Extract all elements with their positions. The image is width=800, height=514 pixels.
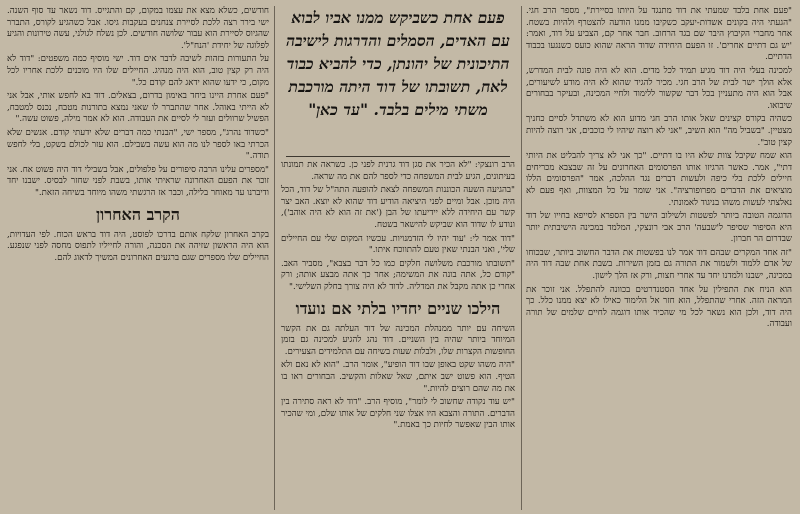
article-column-right [526,6,792,511]
paragraph: "פעם אחת בלבד שמעתי את דוד מתנגד על היותו בסיירת", מספר הרב חגי. "הגעתי היה בקונים אשדות-יעקב כשקיבו ממנו הודעה להצטרף ולהיות בשטח. אחר מחברי הקיבוץ היבר שם בגד הרחוב. חבר אחר קם, הצביע על דוד, ואמר: 'יש גם דתיים אחרים'. זו הפעם היחידה שדוד הראה שהוא כועס כשנגעו בכבוד הדתיים. [526,6,792,63]
paragraph: "היה משהו שקט באופן שבו דוד הופיע", אומר הרב. "הוא לא נאם ולא הטיף. הוא פשוט ישב איתם, שאל שאלות והקשיב. הבחורים ראו בו את מה שהם רוצים להיות." [281,360,515,394]
paragraph: "דוד אמר לי: 'עוד יהיו לי הזדמנויות. עכשיו המקום שלי עם החיילים שלי', ואני הבנתי שאין טעם להתווכח איתו." [281,233,515,256]
paragraph: על התעורות בזהות לשיבה לדבר אים דוד. ישי מוסיף כמה משפטים: "דוד לא היה רק קצין טוב, הוא היה מנהיג. החיילים שלו היו מוכנים ללכת אחריו לכל מקום, כי ידעו שהוא ידאג להם קודם כל." [7,54,269,88]
section-subheading: הילכו שניים יחדיו בלתי אם נועדו [295,298,501,318]
paragraph: "בהגיעה השעה הכוננות המשפחה לצאת להופעה התה"ל של דוד, הכל היה מוכן. אבל ומיים לפני היציאה הודיע דוד שהוא לא יוצא. האב יצר קשר עם היחידה ללא יידיעתו של הבן ('את זה הוא לא היה אוהב'), ונודע לו שדוד הוא שביקש להישאר בשטח. [281,185,515,230]
paragraph: "כשדוד נהרג", מספר ישי, "הבנתי כמה דברים שלא ידעתי קודם. אנשים שלא הכרתי באו לספר לנו מה הוא עשה בשבילם. הוא עזר לכולם בשקט, בלי לחפש תודה." [7,127,269,162]
paragraph: השיחה עם יותר ממנהלת המכינה של דוד העלתה גם את הקשר המיוחד ביותר שהיה בין השניים. דוד נהג להגיע למכינה גם בזמן החופשות הקצרות שלו, ולבלות שעות בשיחה עם התלמידים הצעירים. [281,323,515,357]
paragraph: "מספרים עלינו הרבה סיפורים על פלפולים, אבל בשבילי דוד היה פשוט אח. אני זוכר את הפעם האחרונה שראיתי אותו, בשבת לפני שחזר לבסיס. ישבנו יחד ודיברנו עד מאוחר בלילה, וכבר אז הרגשתי משהו מיוחד בשיחה הזאת." [7,164,269,198]
paragraph: הדוגמה הטובה ביותר לפשטות ולשילוב הישר בין הספרא לסייפא בחייו של דוד היא הסיפור שסיפר ל'שבעה' הרב אבי רונצקי, המלמד במכינה הישיבתית יותר שבדרום הר חברון. [526,211,792,245]
paragraph: "זה אחד המקרים שבהם דוד אמר לנו בפשטות את הדבר החשוב ביותר, שבכוחו של אדם ללמוד ולשמור את התורה גם בזמן השירות. בשבת אחת שבה דוד היה במכינה, ישבנו ולמדנו יחד עד אחרי חצות, ורק אז הלך לישון. [526,247,792,282]
paragraph: הוא שמח שקיבל צוות שלא היו בו דתיים. "כך אני לא צריך להבליט את היותי דתי", אמר. כאשר הרגיזו אותו הפרסומים האחרונים על זה שבצבא מכריחים חיילים ללכת בלי כיפה ולעשות דברים נגד ההלכה, אמר "הפרסומים הללו מוציאים את הדברים מפרופורציה". אני שומר על כל המצוות, ואף פעם לא נאלצתי לעשות משהו בניגוד לאמונתי. [526,151,792,208]
column-divider [274,6,275,510]
article-column-middle [281,160,515,510]
paragraph: "פעם אחרת היינו ביחד באימון בדרום, בצאלים. דוד בא לחפש אותי, אבל אני לא הייתי באוהל. אחר שהתברר לו שאני נמצא בתורנות מטבח, נכנס למטבח, הפשיל שרוולים ועזר לי לסיים את העבודה. הוא לא אמר מילה, פשוט עשה." [7,91,269,125]
pull-quote-rule [286,156,510,157]
paragraph: "תשובתו מורכבת משלושה חלקים כמו כל דבר בצבא", מסביר האב. "קודם כל, אתה בונה את המשימה; אחר כך אתה מבצע אותה; ורק אחרי כן אתה מקבל את המדליה. לדוד לא היה צורך בחלק השלישי." [281,258,515,292]
paragraph: "יש עוד נקודה שחשוב לי לומר", מוסיף הרב. "דוד לא ראה סתירה בין הדברים. התורה והצבא היו אצלו שני חלקים של אותו שלם, ומי שהכיר אותו הבין שאפשר לחיות כך באמת." [281,397,515,431]
paragraph: למכינה בעלי היה דוד מגיע תמיד לכל מדים. הוא לא היה פונה לבית המדרש, אלא הולך ישר לבית של הרב חגי. מכיר להגיד שהוא לא היה מודע לשיעורים, אבל הוא היה מתעניין בכל דבר שקשור ללימוד ולחיי המכינה, ובעיקר בבחורים שיבואו. [526,65,792,111]
paragraph: כשהיה בקורס קצינים שאל אותו הרב חגי מדוע הוא לא משתדל לסיים כחניך מצטיין. "בשביל מה" הוא השיב, "אני לא רוצה שיהיו לי כוכבים, אני רוצה להיות קצין טוב". [526,114,792,148]
paragraph: בקרב האחרון שלקח אותם בדרכו לפוסט, היה דוד בראש הכוח. לפי העדויות, הוא היה הראשון שזיהה את הסכנה, והורה לחייליו לתפוס מחסה לפני שנפגע. החיילים שלו מספרים שגם ברגעים האחרונים המשיך לדאוג להם. [7,229,269,263]
section-subheading: הקרב האחרון [96,204,180,224]
paragraph: הוא הניח את התפילין על אחד הסטנדרטים בכוונה להתפלל. אני זוכר את המראה הזה. אחרי שהתפלל, הוא חזר אל הלימוד כאילו לא יצא ממנו כלל. כך היה דוד, ולכן הוא נשאר לכל מי שהכיר אותו דוגמה לחיים שלמים של תורה ועבודה. [526,284,792,330]
paragraph: הרב רונצקי: "לא הכיר את סגן דוד גרנית לפני כן. כשראה את תמונתו בעיתונים, הגיע לבית המשפחה כדי לספר להם את מה שראה. [281,160,515,182]
article-column-left [7,6,269,511]
paragraph: חודשים, כשלא מצא את עצמו במקום, קם והתגייס. דוד נשאר עד סוף השנה. ישי בירר רצה ללכת לסיירת צנחנים בעקבות גיסו. אבל כשהגיע לקורס, התברר שהגיוס לסיירת הוא עבור שלושה חודשים. לכן נשלח לגולני, עשה טירונות והגיע לפלוגה של יחידת 'הנח"ל'. [7,6,269,51]
pull-quote: פעם אחת כשביקש ממנו אביו לבוא עם האדים, הסמלים והדרגות לישיבה התיכונית של יהונתן, כדי להביא כבוד לאח, תשובתו של דוד היתה מורכבת משתי מילים בלבד. "עד כאן" [286,8,510,119]
column-divider [521,6,522,510]
